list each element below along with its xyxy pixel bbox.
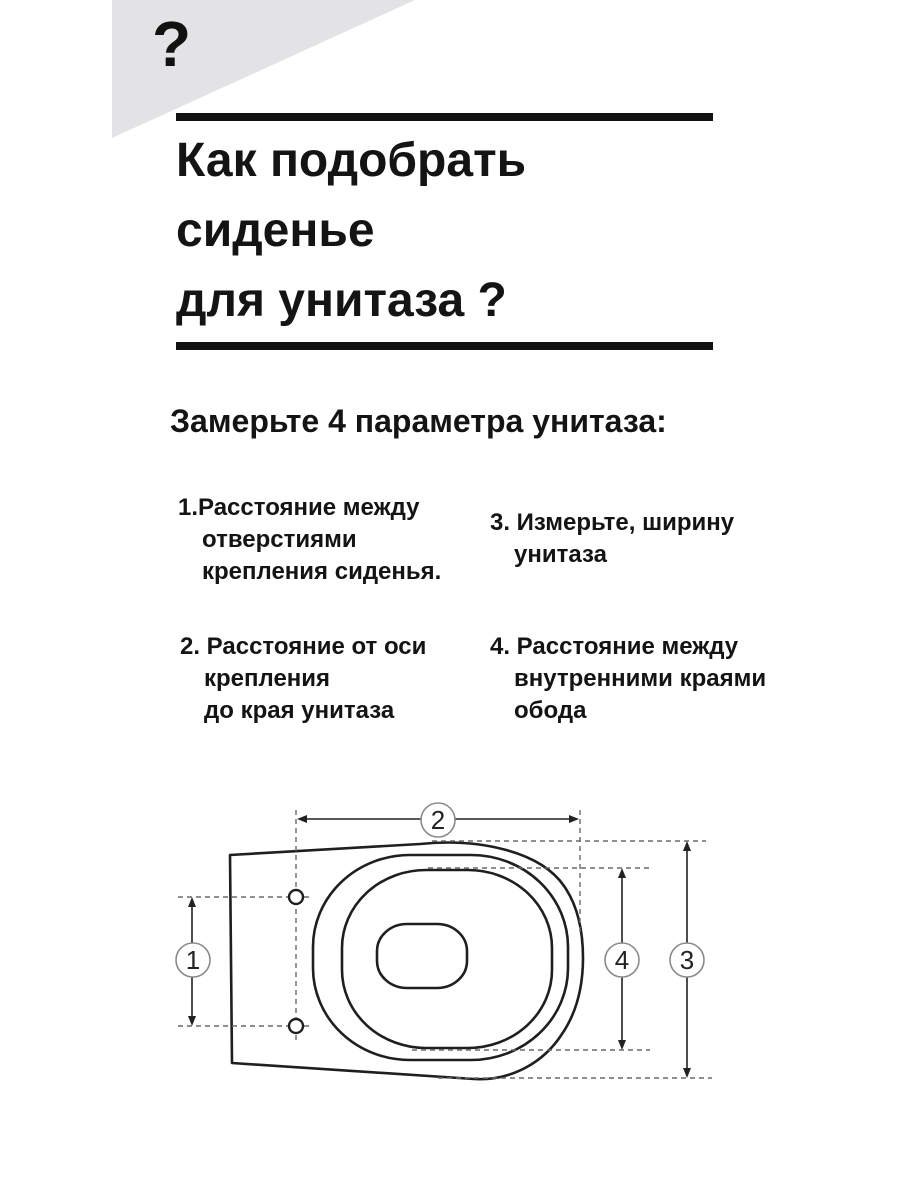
arrowhead-2-right: [569, 815, 579, 823]
title-rule-top: [176, 113, 713, 121]
step-4-line: 4. Расстояние между: [490, 633, 739, 660]
arrowhead-4-up: [618, 868, 626, 878]
measure-label-2: 2: [430, 805, 446, 835]
arrowhead-1-up: [188, 897, 196, 907]
drain-opening: [377, 924, 467, 988]
arrowhead-3-down: [683, 1068, 691, 1078]
step-2-line: 2. Расстояние от оси: [180, 633, 427, 660]
measure-label-3: 3: [679, 945, 695, 975]
arrowhead-1-down: [188, 1016, 196, 1026]
toilet-measurement-diagram: [150, 788, 730, 1110]
page-title: [176, 126, 526, 336]
title-line-2: сиденье: [176, 204, 375, 257]
mounting-hole-top: [289, 890, 303, 904]
step-1-line: крепления сиденья.: [202, 558, 442, 585]
title-line-3: для унитаза ?: [176, 274, 507, 327]
step-2-line: до края унитаза: [204, 697, 395, 724]
title-line-1: Как подобрать: [176, 134, 527, 187]
step-1-line: отверстиями: [202, 526, 357, 553]
step-1-line: 1.Расстояние между: [178, 494, 420, 521]
arrowhead-2-left: [297, 815, 307, 823]
arrowhead-4-down: [618, 1040, 626, 1050]
title-rule-bottom: [176, 342, 713, 350]
step-4-line: обода: [514, 697, 587, 724]
measure-label-4: 4: [614, 945, 630, 975]
step-item-3: [490, 507, 820, 571]
mounting-hole-bottom: [289, 1019, 303, 1033]
subtitle: Замерьте 4 параметра унитаза:: [170, 403, 667, 439]
step-2-line: крепления: [204, 665, 331, 692]
step-3-line: 3. Измерьте, ширину: [490, 509, 735, 536]
step-item-4: [490, 631, 830, 727]
step-3-line: унитаза: [514, 541, 607, 568]
measure-label-1: 1: [185, 945, 201, 975]
step-4-line: внутренними краями: [514, 665, 767, 692]
arrowhead-3-up: [683, 841, 691, 851]
step-item-2: [180, 631, 500, 727]
step-item-1: [178, 492, 498, 588]
question-mark-glyph: ?: [152, 8, 192, 80]
